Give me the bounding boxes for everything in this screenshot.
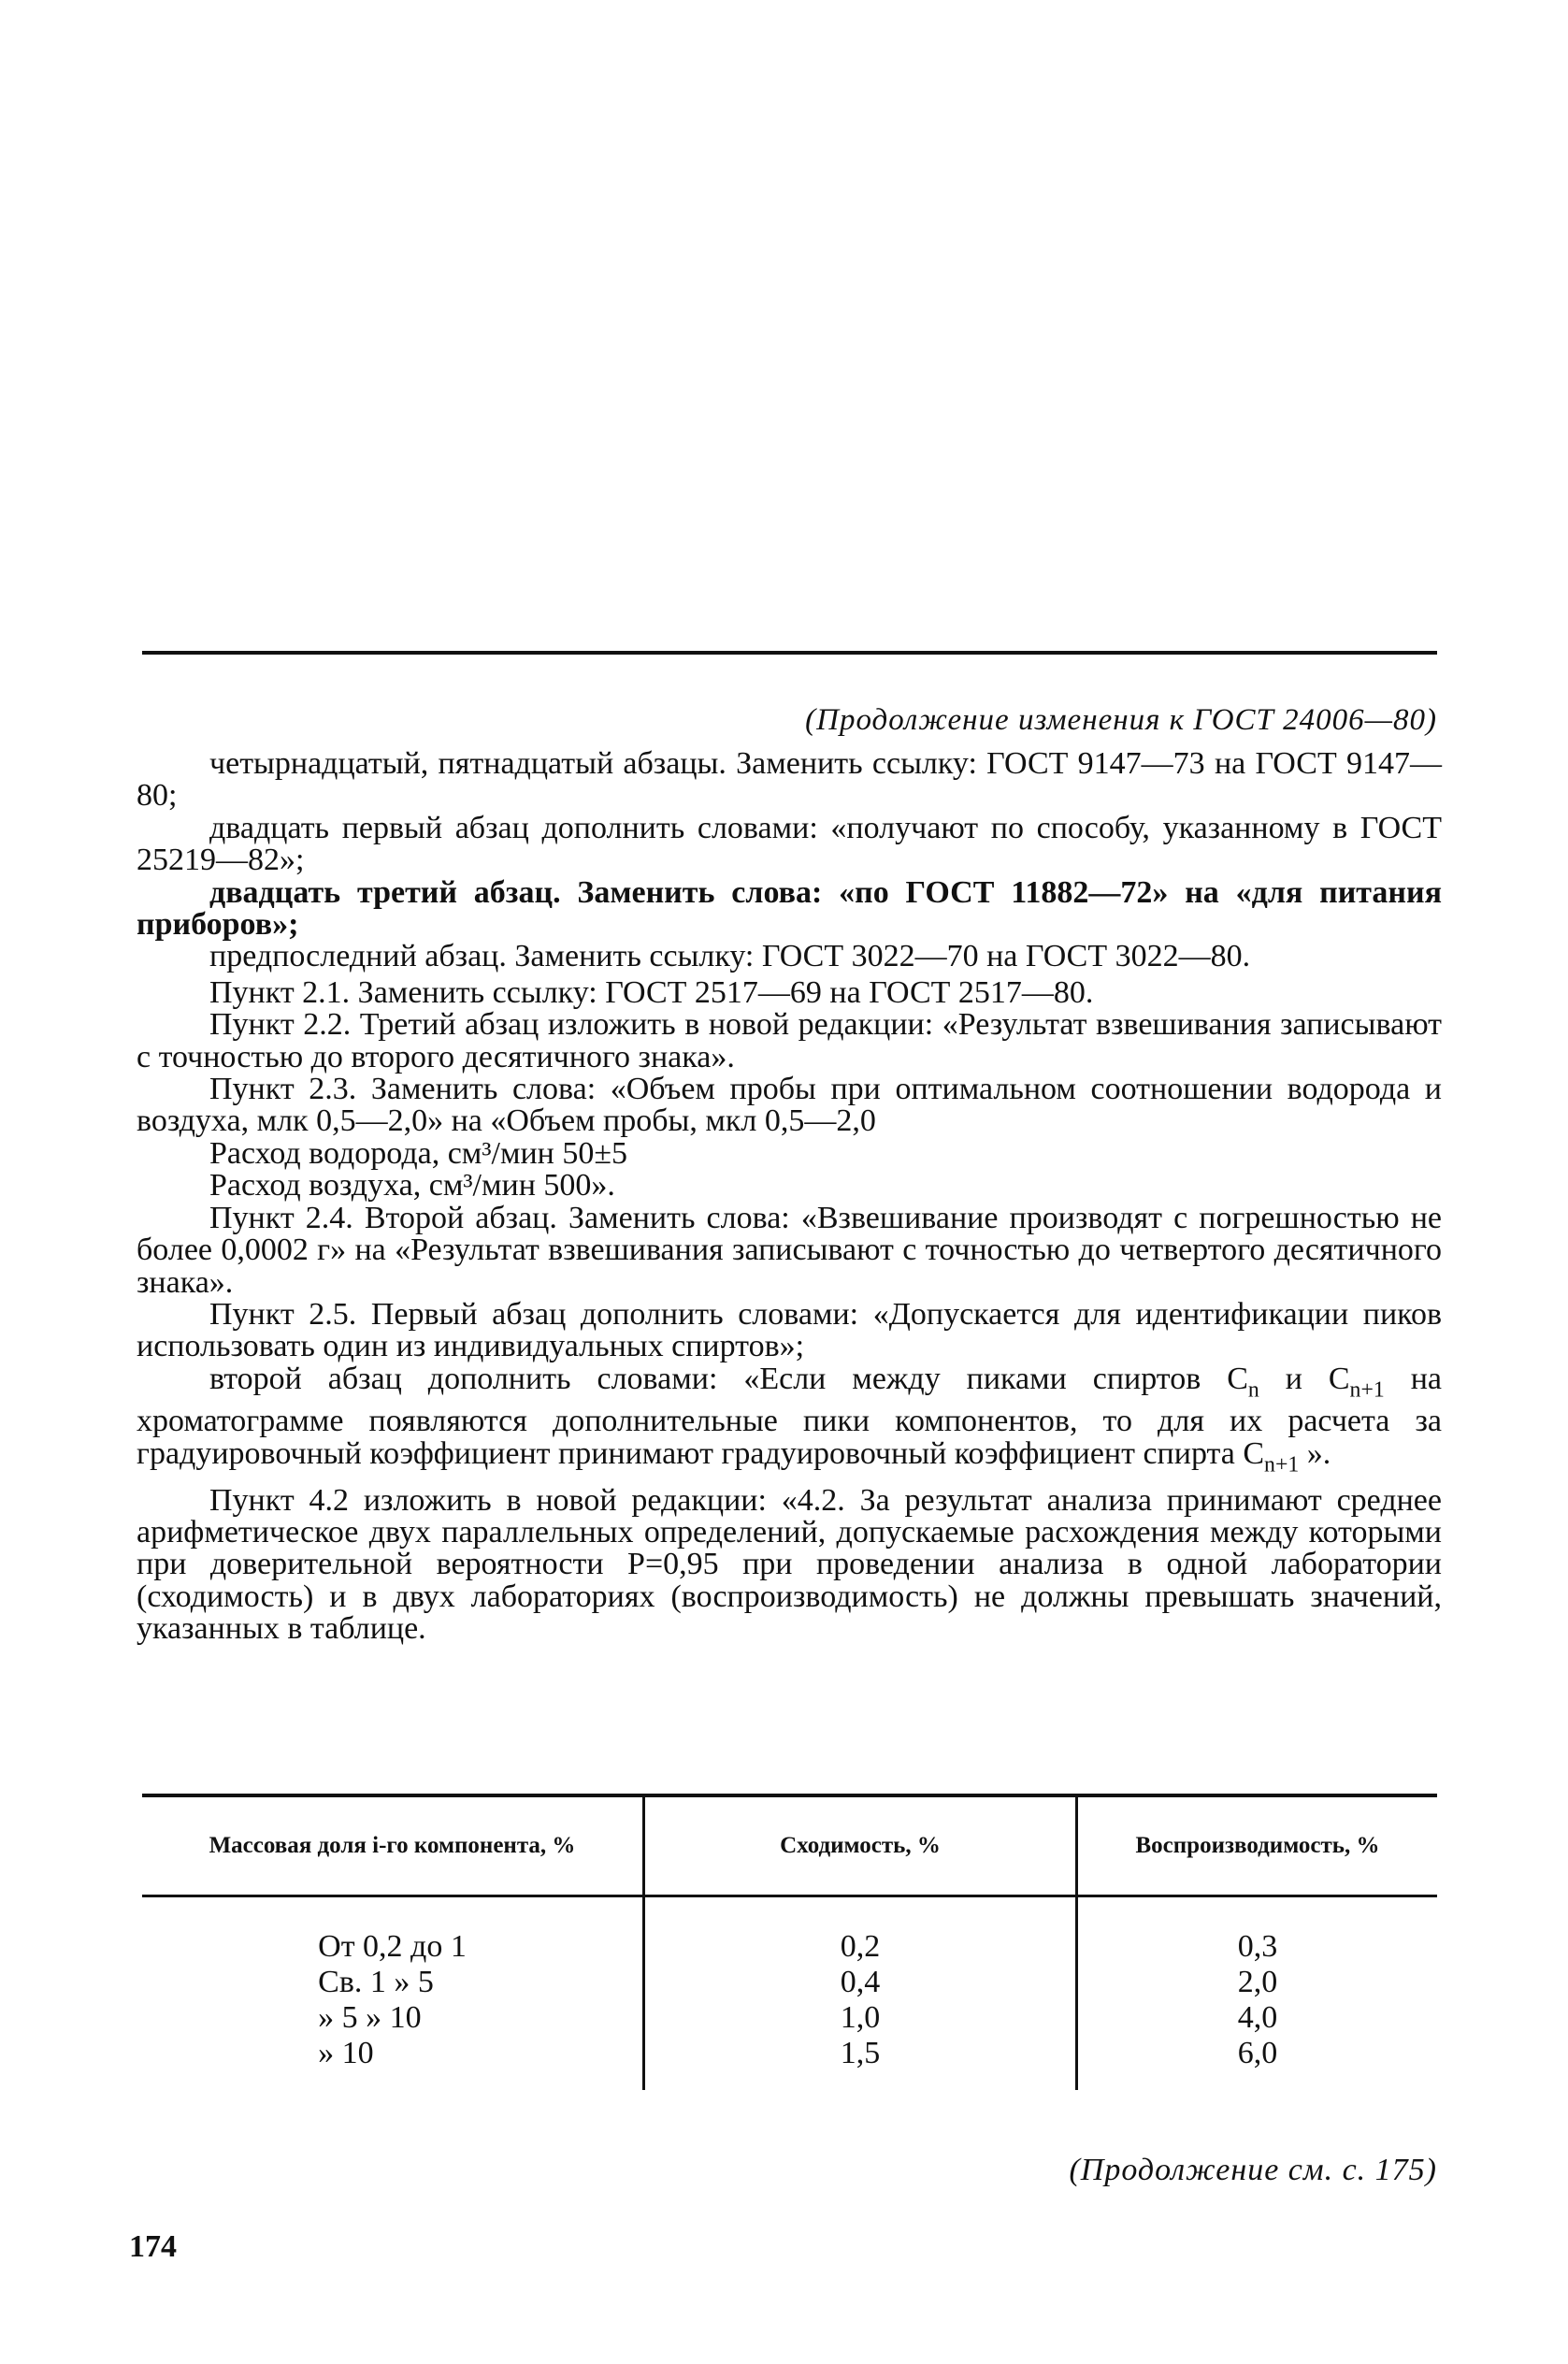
- column-convergence: [644, 1896, 1077, 2091]
- paragraph: Пункт 2.1. Заменить ссылку: ГОСТ 2517—69 на ГОСТ 2517—80.: [209, 974, 1094, 1010]
- text-run: и C: [1259, 1361, 1350, 1396]
- table-cell: 4,0: [1237, 2000, 1278, 2035]
- table-cell: От 0,2 до 1: [318, 1929, 467, 1964]
- table-cell: 0,4: [840, 1965, 881, 1999]
- paragraph: Расход водорода, см³/мин 50±5: [209, 1135, 628, 1171]
- table-cell: » 5 » 10: [318, 2000, 422, 2035]
- continuation-footer: (Продолжение см. с. 175): [1069, 2153, 1437, 2187]
- paragraph-with-formula: [137, 1363, 1442, 1481]
- paragraph: Пункт 2.5. Первый абзац дополнить словами: «Допускается для идентификации пиков использовать один из индивидуальных спиртов»;: [137, 1296, 1442, 1364]
- table-cell: 0,3: [1237, 1929, 1278, 1964]
- table-cell: 0,2: [840, 1929, 881, 1964]
- column-mass-fraction: [142, 1896, 644, 2091]
- text-run: ».: [1299, 1435, 1331, 1471]
- paragraph: двадцать третий абзац. Заменить слова: «по ГОСТ 11882—72» на «для питания приборов»;: [137, 874, 1442, 943]
- continuation-header: (Продолжение изменения к ГОСТ 24006—80): [805, 703, 1437, 737]
- table-header-row: [142, 1795, 1437, 1896]
- tolerance-table: [142, 1794, 1437, 2090]
- text-run: на хроматограмме появляются дополнительные пики компонентов, то для их расчета за градуировочный коэффициент принимают градуировочный коэффициент спирта C: [137, 1361, 1442, 1471]
- column-reproducibility: [1077, 1896, 1438, 2091]
- text-run: второй абзац дополнить словами: «Если между пиками спиртов C: [209, 1361, 1248, 1396]
- table-cell: 2,0: [1237, 1965, 1278, 1999]
- paragraph: предпоследний абзац. Заменить ссылку: ГОСТ 3022—70 на ГОСТ 3022—80.: [209, 939, 1251, 974]
- value-list: [318, 1929, 467, 2071]
- top-rule: [142, 651, 1437, 655]
- table-body: [142, 1896, 1437, 2091]
- column-header: Воспроизводимость, %: [1077, 1795, 1438, 1896]
- paragraph: Пункт 4.2 изложить в новой редакции: «4.2. За результат анализа принимают среднее арифметическое двух параллельных определений, допускаемые расхождения между которыми при доверительной вероятности P=0,95 при проведении анализа в одной лаборатории (сходимость) и в двух лабораториях (воспроизводимость) не должны превышать значений, указанных в таблице.: [137, 1482, 1442, 1647]
- table-cell: » 10: [318, 2036, 374, 2070]
- paragraph: четырнадцатый, пятнадцатый абзацы. Заменить ссылку: ГОСТ 9147—73 на ГОСТ 9147—80;: [137, 746, 1442, 814]
- paragraph: Пункт 2.3. Заменить слова: «Объем пробы при оптимальном соотношении водорода и воздуха, млк 0,5—2,0» на «Объем пробы, мкл 0,5—2,0: [137, 1072, 1442, 1139]
- subscript: n+1: [1264, 1452, 1300, 1478]
- subscript: n: [1247, 1377, 1259, 1403]
- table-cell: 1,5: [840, 2036, 881, 2070]
- body-text: [137, 748, 1442, 1646]
- paragraph: Расход воздуха, см³/мин 500».: [209, 1168, 615, 1204]
- table-cell: 6,0: [1237, 2036, 1278, 2070]
- table-cell: Св. 1 » 5: [318, 1965, 434, 1999]
- subscript: n+1: [1349, 1377, 1385, 1403]
- table-cell: 1,0: [840, 2000, 881, 2035]
- column-header: Сходимость, %: [644, 1795, 1077, 1896]
- paragraph: Пункт 2.4. Второй абзац. Заменить слова: «Взвешивание производят с погрешностью не более 0,0002 г» на «Результат взвешивания записывают с точностью до четвертого десятичного знака».: [137, 1200, 1442, 1300]
- paragraph: двадцать первый абзац дополнить словами: «получают по способу, указанному в ГОСТ 25219—82»;: [137, 810, 1442, 878]
- page-number: 174: [129, 2229, 177, 2264]
- column-header: Массовая доля i-го компонента, %: [142, 1795, 644, 1896]
- paragraph: Пункт 2.2. Третий абзац изложить в новой редакции: «Результат взвешивания записывают с точностью до второго десятичного знака».: [137, 1007, 1442, 1074]
- tolerance-table-wrap: [142, 1794, 1437, 2090]
